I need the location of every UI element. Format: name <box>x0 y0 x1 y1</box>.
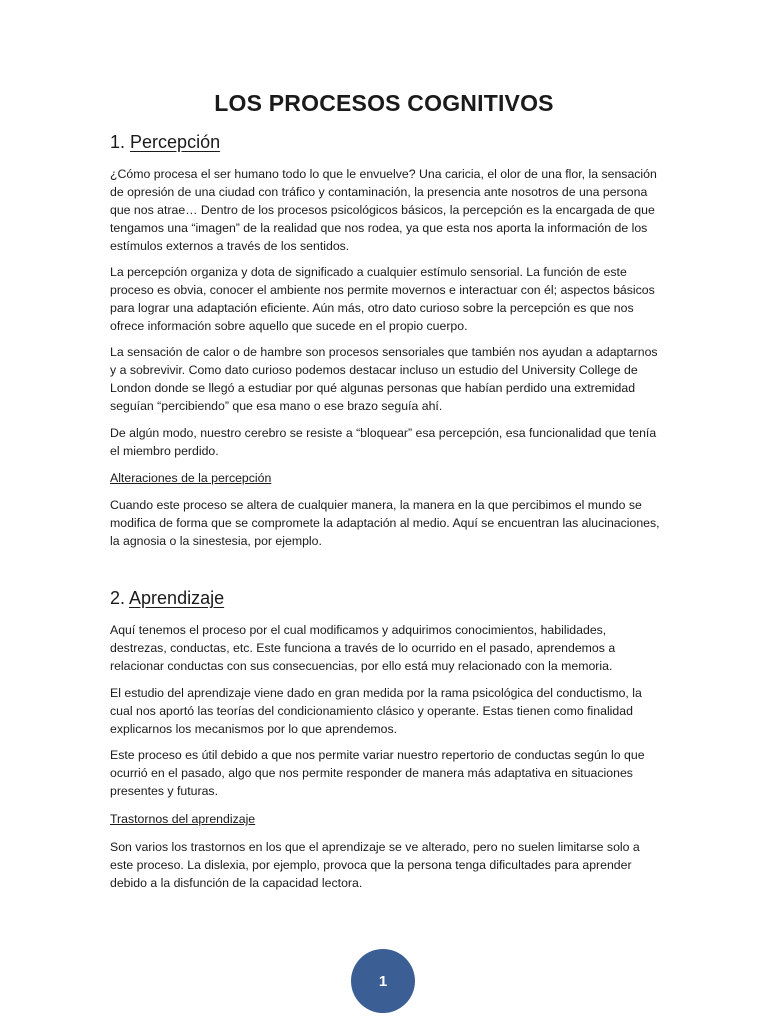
paragraph: La sensación de calor o de hambre son procesos sensoriales que también nos ayudan a adaptarnos y a sobrevivir. Como dato curioso podemos destacar incluso un estudio del University College de London donde se llegó a estudiar por qué algunas personas que habían perdido una extremidad seguían “percibiendo” que esa mano o ese brazo seguía ahí. <box>110 345 658 413</box>
paragraph: ¿Cómo procesa el ser humano todo lo que le envuelve? Una caricia, el olor de una flor, la sensación de opresión de una ciudad con tráfico y contaminación, la presencia ante nosotros de una persona que nos atrae… Dentro de los procesos psicológicos básicos, la percepción es la encargada de que tengamos una “imagen” de la realidad que nos rodea, ya que esta nos aporta la información de los estímulos externos a través de los sentidos. <box>110 167 657 253</box>
section-number: 2. <box>110 588 126 608</box>
paragraph: La percepción organiza y dota de significado a cualquier estímulo sensorial. La función de este proceso es obvia, conocer el ambiente nos permite movernos e interactuar con él; aspectos básicos para lograr una adaptación eficiente. Aún más, otro dato curioso sobre la percepción es que nos ofrece información sobre aquello que sucede en el propio cuerpo. <box>110 265 655 333</box>
document-title: LOS PROCESOS COGNITIVOS <box>214 90 554 116</box>
section-heading-percepcion <box>110 132 220 153</box>
section-title: Percepción <box>130 132 221 152</box>
subheading-trastornos: Trastornos del aprendizaje <box>110 812 256 826</box>
section-heading-aprendizaje <box>110 588 224 609</box>
subheading-alteraciones: Alteraciones de la percepción <box>110 471 272 485</box>
paragraph: Este proceso es útil debido a que nos permite variar nuestro repertorio de conductas según lo que ocurrió en el pasado, algo que nos permite responder de manera más adaptativa en situaciones presentes y futuras. <box>110 748 645 798</box>
paragraph: Son varios los trastornos en los que el aprendizaje se ve alterado, pero no suelen limitarse solo a este proceso. La dislexia, por ejemplo, provoca que la persona tenga dificultades para aprender debido a la disfunción de la capacidad lectora. <box>110 840 640 890</box>
page-number: 1 <box>378 972 388 990</box>
page-number-badge <box>351 949 415 1013</box>
paragraph: De algún modo, nuestro cerebro se resiste a “bloquear” esa percepción, esa funcionalidad que tenía el miembro perdido. <box>110 426 657 458</box>
paragraph: Cuando este proceso se altera de cualquier manera, la manera en la que percibimos el mundo se modifica de forma que se compromete la adaptación al medio. Aquí se encuentran las alucinaciones, la agnosia o la sinestesia, por ejemplo. <box>110 498 660 548</box>
paragraph: El estudio del aprendizaje viene dado en gran medida por la rama psicológica del conductismo, la cual nos aportó las teorías del condicionamiento clásico y operante. Estas tienen como finalidad explicarnos los mecanismos por lo que aprendemos. <box>110 686 642 736</box>
section-number: 1. <box>110 132 126 152</box>
section-title: Aprendizaje <box>129 588 225 608</box>
paragraph: Aquí tenemos el proceso por el cual modificamos y adquirimos conocimientos, habilidades, destrezas, conductas, etc. Este funciona a través de lo ocurrido en el pasado, aprendemos a relacionar conductas con sus consecuencias, por ello está muy relacionado con la memoria. <box>110 623 616 673</box>
